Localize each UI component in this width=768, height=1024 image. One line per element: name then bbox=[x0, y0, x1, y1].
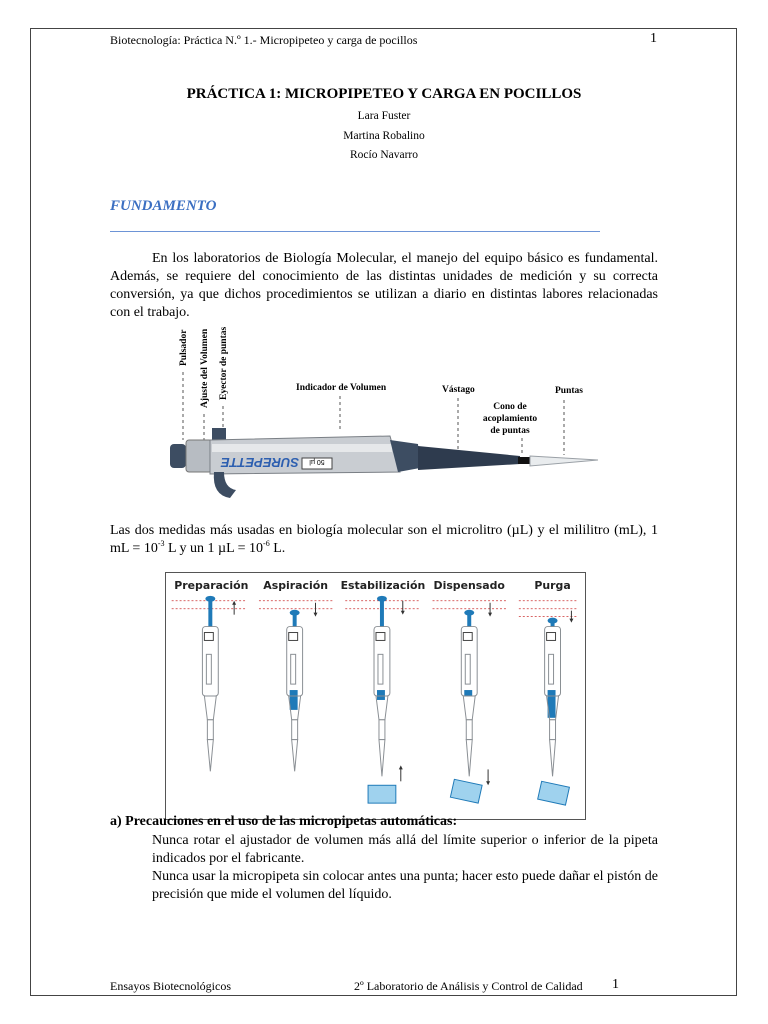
label-puntas: Puntas bbox=[555, 386, 583, 396]
header-page-number: 1 bbox=[650, 31, 657, 46]
label-cono-line3: de puntas bbox=[490, 426, 530, 436]
step-label-purga: Purga bbox=[534, 578, 571, 592]
author-2: Martina Robalino bbox=[343, 130, 425, 142]
section-heading: FUNDAMENTO bbox=[110, 198, 217, 214]
pipetting-steps-diagram bbox=[165, 572, 586, 820]
section-rule bbox=[110, 231, 600, 232]
footer-page-number: 1 bbox=[612, 977, 619, 992]
precaution-item-2: Nunca usar la micropipeta sin colocar antes una punta; hacer esto puede dañar el pistón de precisión que mide el volumen del líquido. bbox=[152, 869, 658, 902]
running-header: Biotecnología: Práctica N.º 1.- Micropipeteo y carga de pocillos bbox=[110, 33, 418, 47]
volume-display: 50 µl bbox=[309, 458, 325, 465]
footer-left: Ensayos Biotecnológicos bbox=[110, 979, 231, 993]
step-label-estabilizacion: Estabilización bbox=[340, 578, 426, 592]
precautions-heading: a) Precauciones en el uso de las micropipetas automáticas: bbox=[110, 814, 458, 829]
units-paragraph: Las dos medidas más usadas en biología molecular son el microlitro (µL) y el mililitro (mL), 1 mL = $10^{-3}$ L y un 1 $\mu L = 10^{-6}$ L. bbox=[110, 523, 658, 556]
precaution-item-1: Nunca rotar el ajustador de volumen más allá del límite superior o inferior de la pipeta indicados por el fabricante. bbox=[152, 833, 658, 866]
intro-paragraph: En los laboratorios de Biología Molecular, el manejo del equipo básico es fundamental. Además, se requiere del conocimiento de las distintas unidades de medición y su correcta conversión, ya que dichos procedimientos se utilizan a diario en distintas labores relacionadas con el trabajo. bbox=[110, 251, 658, 320]
label-pulsador: Pulsador bbox=[179, 329, 189, 366]
author-1: Lara Fuster bbox=[357, 110, 411, 122]
brand-logo: SUREPETTE bbox=[220, 455, 300, 470]
label-eyector-puntas: Eyector de puntas bbox=[219, 326, 229, 400]
micropipette-diagram bbox=[150, 320, 620, 515]
pipette-dispensado bbox=[450, 603, 492, 803]
label-cono-line2: acoplamiento bbox=[482, 414, 538, 424]
label-ajuste-volumen: Ajuste del Volumen bbox=[200, 328, 210, 408]
pipette-estabilizacion bbox=[368, 596, 405, 803]
step-label-preparacion: Preparación bbox=[174, 578, 249, 592]
label-indicador-volumen: Indicador de Volumen bbox=[296, 383, 387, 393]
author-3: Rocío Navarro bbox=[349, 149, 419, 161]
label-vastago: Vástago bbox=[442, 385, 475, 395]
footer-right: 2º Laboratorio de Análisis y Control de Calidad bbox=[354, 979, 583, 993]
step-label-aspiracion: Aspiración bbox=[263, 578, 328, 592]
label-cono-line1: Cono de bbox=[493, 402, 527, 412]
pipette-aspiracion bbox=[287, 603, 318, 772]
document-title: PRÁCTICA 1: MICROPIPETEO Y CARGA EN POCILLOS bbox=[186, 86, 582, 102]
pipette-purga bbox=[538, 611, 574, 805]
step-label-dispensado: Dispensado bbox=[433, 578, 505, 592]
pipette-preparacion bbox=[202, 596, 236, 772]
